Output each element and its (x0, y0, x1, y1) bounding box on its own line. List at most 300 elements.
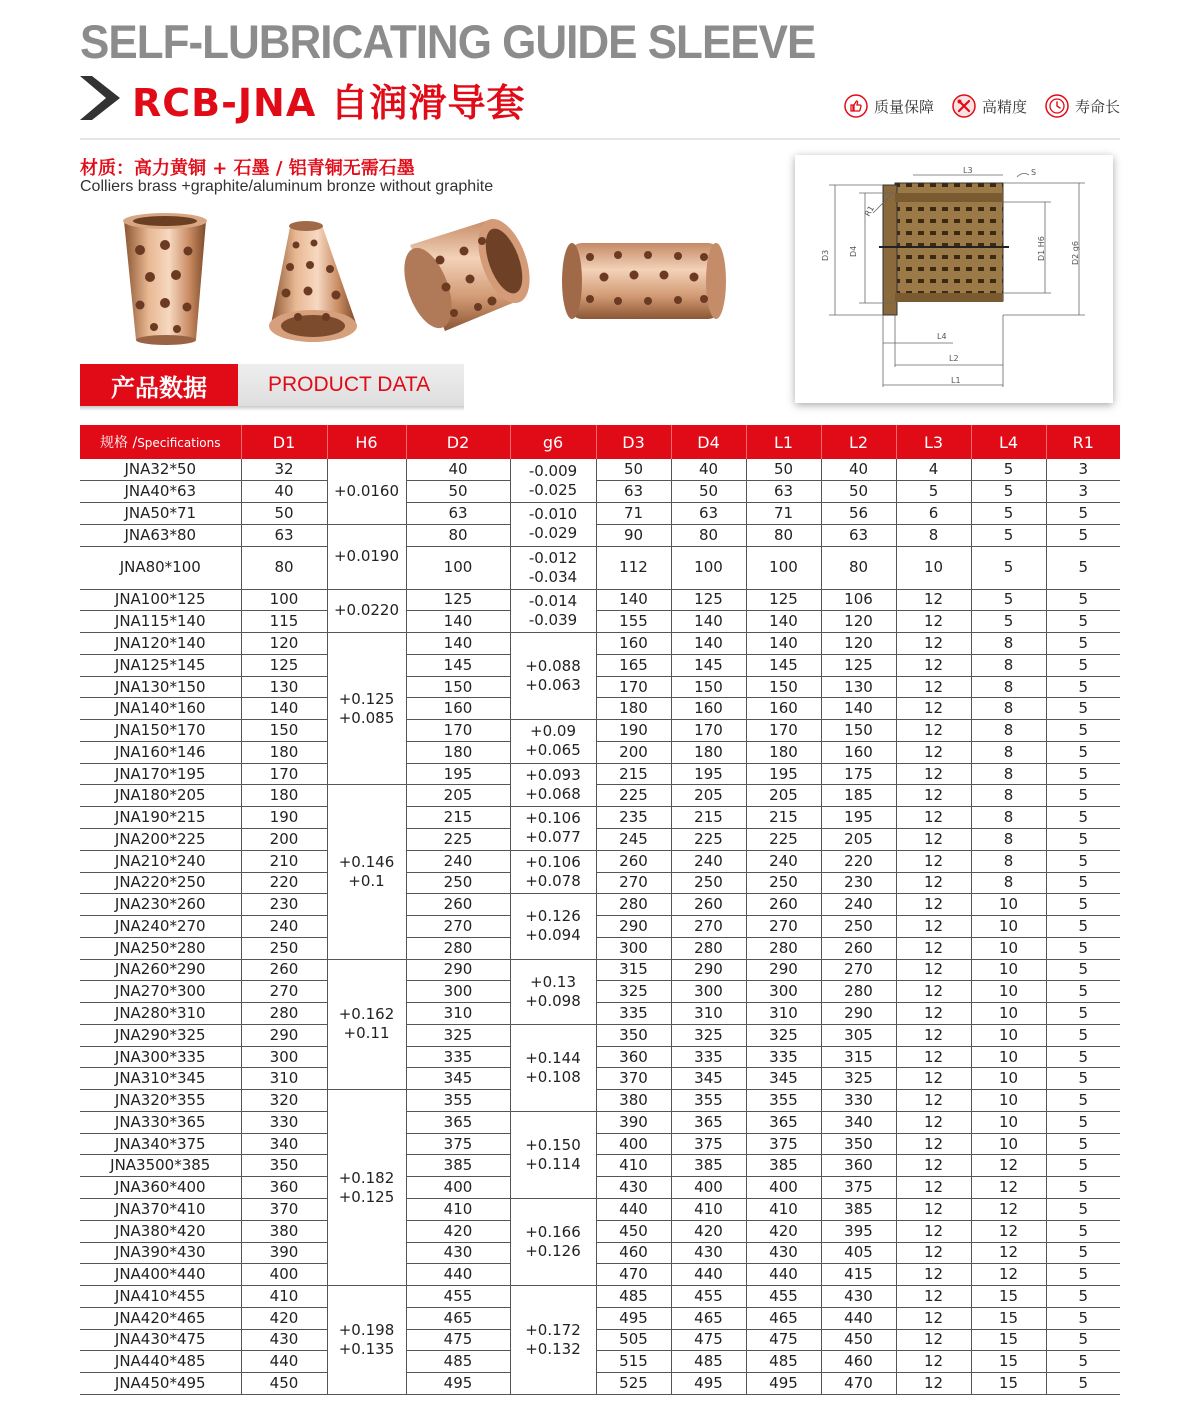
cell-d1: 100 (241, 589, 327, 611)
cell-d2: 250 (406, 872, 510, 894)
cell-d3: 370 (596, 1068, 671, 1090)
cell-l3: 12 (896, 1220, 971, 1242)
cell-d4: 205 (671, 785, 746, 807)
cell-d3: 315 (596, 959, 671, 981)
cell-d4: 465 (671, 1307, 746, 1329)
cell-r1: 5 (1046, 611, 1120, 633)
cell-spec: JNA63*80 (80, 524, 241, 546)
cell-d2: 145 (406, 654, 510, 676)
drawing-svg (795, 155, 1113, 403)
cell-l4: 10 (971, 1068, 1046, 1090)
table-row (80, 1046, 1120, 1068)
table-row (80, 524, 1120, 546)
cell-d3: 280 (596, 894, 671, 916)
cell-d1: 320 (241, 1090, 327, 1112)
cell-d4: 260 (671, 894, 746, 916)
dim-label-s: S (1031, 168, 1037, 177)
cell-d3: 50 (596, 459, 671, 481)
cell-l2: 260 (821, 937, 896, 959)
table-row (80, 589, 1120, 611)
cell-r1: 5 (1046, 1264, 1120, 1286)
cell-spec: JNA180*205 (80, 785, 241, 807)
cell-l2: 185 (821, 785, 896, 807)
cell-d2: 410 (406, 1199, 510, 1221)
cell-l1: 430 (746, 1242, 821, 1264)
cell-r1: 5 (1046, 524, 1120, 546)
cell-d2: 400 (406, 1177, 510, 1199)
cell-l3: 12 (896, 611, 971, 633)
cell-l3: 12 (896, 698, 971, 720)
table-row (80, 1111, 1120, 1133)
table-row (80, 894, 1120, 916)
cell-l4: 5 (971, 524, 1046, 546)
cell-d4: 475 (671, 1329, 746, 1351)
cell-d4: 280 (671, 937, 746, 959)
cell-d1: 50 (241, 503, 327, 525)
table-row (80, 807, 1120, 829)
cell-l3: 12 (896, 959, 971, 981)
cell-l4: 10 (971, 1111, 1046, 1133)
cell-l4: 12 (971, 1155, 1046, 1177)
feature-label: 高精度 (981, 97, 1027, 116)
cell-spec: JNA210*240 (80, 850, 241, 872)
cell-g6-tolerance: -0.012 -0.034 (510, 546, 596, 589)
cell-l1: 385 (746, 1155, 821, 1177)
feature-lifetime (1045, 94, 1120, 118)
cell-r1: 5 (1046, 676, 1120, 698)
cell-d4: 355 (671, 1090, 746, 1112)
cell-l3: 4 (896, 459, 971, 481)
cell-spec: JNA140*160 (80, 698, 241, 720)
cell-d3: 290 (596, 916, 671, 938)
cell-d4: 160 (671, 698, 746, 720)
col-header-spec: 规格 /Specifications (80, 425, 241, 459)
cell-l4: 5 (971, 459, 1046, 481)
cell-l2: 375 (821, 1177, 896, 1199)
table-row (80, 981, 1120, 1003)
cell-d3: 112 (596, 546, 671, 589)
cell-d2: 180 (406, 741, 510, 763)
cell-r1: 5 (1046, 763, 1120, 785)
cell-l1: 125 (746, 589, 821, 611)
cell-d1: 300 (241, 1046, 327, 1068)
cell-d1: 180 (241, 785, 327, 807)
cell-g6-tolerance: -0.014 -0.039 (510, 589, 596, 633)
cell-d2: 63 (406, 503, 510, 525)
cell-d1: 32 (241, 459, 327, 481)
cell-l4: 8 (971, 720, 1046, 742)
cell-spec: JNA50*71 (80, 503, 241, 525)
cell-spec: JNA260*290 (80, 959, 241, 981)
table-row (80, 872, 1120, 894)
cell-d1: 190 (241, 807, 327, 829)
table-row (80, 785, 1120, 807)
cell-spec: JNA330*365 (80, 1111, 241, 1133)
sleeve-photo-angled (395, 212, 540, 334)
table-row (80, 1264, 1120, 1286)
cell-g6-tolerance: +0.144 +0.108 (510, 1024, 596, 1111)
cell-d2: 215 (406, 807, 510, 829)
cell-l2: 63 (821, 524, 896, 546)
cell-r1: 5 (1046, 807, 1120, 829)
cell-l2: 220 (821, 850, 896, 872)
cell-r1: 5 (1046, 503, 1120, 525)
cell-l4: 12 (971, 1242, 1046, 1264)
table-row (80, 763, 1120, 785)
cell-r1: 5 (1046, 1177, 1120, 1199)
cell-d1: 410 (241, 1286, 327, 1308)
cell-g6-tolerance: +0.09 +0.065 (510, 720, 596, 764)
cell-l2: 385 (821, 1199, 896, 1221)
cell-l1: 410 (746, 1199, 821, 1221)
cell-l1: 145 (746, 654, 821, 676)
cell-d2: 260 (406, 894, 510, 916)
table-row (80, 1177, 1120, 1199)
cell-l2: 405 (821, 1242, 896, 1264)
cell-l1: 345 (746, 1068, 821, 1090)
cell-d2: 365 (406, 1111, 510, 1133)
cell-d4: 140 (671, 633, 746, 655)
cell-l2: 270 (821, 959, 896, 981)
cell-d2: 495 (406, 1373, 510, 1395)
cell-d2: 140 (406, 633, 510, 655)
cell-h6-tolerance: +0.198 +0.135 (327, 1286, 406, 1395)
cell-d1: 120 (241, 633, 327, 655)
cell-l3: 12 (896, 850, 971, 872)
table-row (80, 698, 1120, 720)
cell-spec: JNA390*430 (80, 1242, 241, 1264)
sleeve-photo-flanged (123, 213, 207, 345)
cell-l1: 300 (746, 981, 821, 1003)
cell-l4: 15 (971, 1286, 1046, 1308)
cell-spec: JNA270*300 (80, 981, 241, 1003)
cell-spec: JNA190*215 (80, 807, 241, 829)
cell-l1: 325 (746, 1024, 821, 1046)
cell-spec: JNA160*146 (80, 741, 241, 763)
cell-d3: 180 (596, 698, 671, 720)
cell-d4: 250 (671, 872, 746, 894)
cell-l1: 140 (746, 611, 821, 633)
cell-spec: JNA80*100 (80, 546, 241, 589)
cell-l3: 12 (896, 1373, 971, 1395)
cell-d1: 340 (241, 1133, 327, 1155)
table-row (80, 1242, 1120, 1264)
cell-g6-tolerance: -0.010 -0.029 (510, 503, 596, 547)
cell-d2: 455 (406, 1286, 510, 1308)
cell-r1: 5 (1046, 546, 1120, 589)
cell-r1: 5 (1046, 1286, 1120, 1308)
material-cn: 材质：高力黄铜 + 石墨 / 铝青铜无需石墨 (80, 158, 415, 179)
cell-r1: 5 (1046, 1046, 1120, 1068)
cell-l3: 12 (896, 1351, 971, 1373)
cell-d1: 380 (241, 1220, 327, 1242)
dim-label-d3: D3 (821, 249, 830, 261)
cell-l4: 8 (971, 676, 1046, 698)
table-row (80, 1373, 1120, 1395)
cell-l1: 205 (746, 785, 821, 807)
cell-d4: 125 (671, 589, 746, 611)
cell-d3: 525 (596, 1373, 671, 1395)
table-row (80, 1329, 1120, 1351)
cell-l2: 80 (821, 546, 896, 589)
table-row (80, 1133, 1120, 1155)
cell-r1: 5 (1046, 698, 1120, 720)
cell-spec: JNA32*50 (80, 459, 241, 481)
cell-spec: JNA430*475 (80, 1329, 241, 1351)
cell-l3: 12 (896, 1286, 971, 1308)
cell-d1: 80 (241, 546, 327, 589)
cell-d1: 63 (241, 524, 327, 546)
cell-spec: JNA115*140 (80, 611, 241, 633)
cell-d3: 485 (596, 1286, 671, 1308)
cell-d3: 350 (596, 1024, 671, 1046)
cell-d4: 80 (671, 524, 746, 546)
cell-d1: 390 (241, 1242, 327, 1264)
cell-l4: 5 (971, 481, 1046, 503)
sleeve-photo-tilted (269, 221, 357, 342)
cell-d1: 290 (241, 1024, 327, 1046)
cell-d1: 270 (241, 981, 327, 1003)
cell-d3: 200 (596, 741, 671, 763)
title-en: SELF-LUBRICATING GUIDE SLEEVE (80, 16, 816, 69)
table-row (80, 1024, 1120, 1046)
chevron-right-icon (80, 76, 120, 120)
cell-d3: 505 (596, 1329, 671, 1351)
cell-l4: 8 (971, 850, 1046, 872)
cell-spec: JNA420*465 (80, 1307, 241, 1329)
cell-d1: 170 (241, 763, 327, 785)
cell-l1: 465 (746, 1307, 821, 1329)
cell-l3: 5 (896, 481, 971, 503)
table-row (80, 481, 1120, 503)
cell-d4: 40 (671, 459, 746, 481)
cell-g6-tolerance: +0.106 +0.078 (510, 850, 596, 894)
cell-d4: 180 (671, 741, 746, 763)
cell-l1: 455 (746, 1286, 821, 1308)
table-row (80, 1286, 1120, 1308)
technical-drawing (795, 155, 1113, 403)
cell-spec: JNA250*280 (80, 937, 241, 959)
cell-l4: 15 (971, 1307, 1046, 1329)
col-header-g6: g6 (510, 425, 596, 459)
cell-d2: 465 (406, 1307, 510, 1329)
cell-l1: 240 (746, 850, 821, 872)
col-header-l2: L2 (821, 425, 896, 459)
cell-spec: JNA130*150 (80, 676, 241, 698)
cell-d4: 325 (671, 1024, 746, 1046)
cell-d1: 180 (241, 741, 327, 763)
cell-l1: 160 (746, 698, 821, 720)
cell-spec: JNA220*250 (80, 872, 241, 894)
cell-l2: 240 (821, 894, 896, 916)
cell-l3: 12 (896, 981, 971, 1003)
sleeve-photo-horizontal (562, 243, 726, 319)
cell-l3: 12 (896, 741, 971, 763)
table-row (80, 959, 1120, 981)
cell-l3: 12 (896, 937, 971, 959)
section-title-cn: 产品数据 (80, 364, 238, 406)
col-header-d3: D3 (596, 425, 671, 459)
cell-r1: 5 (1046, 654, 1120, 676)
cell-d4: 345 (671, 1068, 746, 1090)
cell-l3: 12 (896, 633, 971, 655)
cell-d2: 270 (406, 916, 510, 938)
cell-d2: 170 (406, 720, 510, 742)
cell-l3: 12 (896, 1307, 971, 1329)
table-row (80, 1155, 1120, 1177)
cell-d4: 145 (671, 654, 746, 676)
cell-d4: 335 (671, 1046, 746, 1068)
cell-l4: 5 (971, 589, 1046, 611)
cell-r1: 5 (1046, 1133, 1120, 1155)
cell-d1: 115 (241, 611, 327, 633)
cell-l2: 120 (821, 633, 896, 655)
cell-d3: 235 (596, 807, 671, 829)
cell-l4: 8 (971, 741, 1046, 763)
table-header-row (80, 425, 1120, 459)
cell-r1: 5 (1046, 1199, 1120, 1221)
cell-d2: 40 (406, 459, 510, 481)
cell-r1: 5 (1046, 1111, 1120, 1133)
table-row (80, 937, 1120, 959)
tab-shadow (80, 406, 464, 411)
cell-r1: 5 (1046, 850, 1120, 872)
cell-d2: 160 (406, 698, 510, 720)
dim-label-l4: L4 (937, 332, 947, 341)
cell-l1: 270 (746, 916, 821, 938)
cell-g6-tolerance: +0.126 +0.094 (510, 894, 596, 959)
cell-l3: 8 (896, 524, 971, 546)
cell-l2: 330 (821, 1090, 896, 1112)
table-body (80, 459, 1120, 1394)
cell-r1: 5 (1046, 916, 1120, 938)
cell-r1: 5 (1046, 1307, 1120, 1329)
cell-d2: 225 (406, 828, 510, 850)
cell-spec: JNA290*325 (80, 1024, 241, 1046)
col-header-l1: L1 (746, 425, 821, 459)
cell-l1: 180 (746, 741, 821, 763)
dim-label-d2: D2 g6 (1071, 241, 1080, 265)
table-row (80, 1307, 1120, 1329)
feature-quality (844, 94, 934, 118)
cell-l1: 50 (746, 459, 821, 481)
cell-d3: 440 (596, 1199, 671, 1221)
cell-l1: 310 (746, 1003, 821, 1025)
cell-r1: 5 (1046, 1155, 1120, 1177)
cell-l3: 12 (896, 589, 971, 611)
cell-r1: 5 (1046, 589, 1120, 611)
cell-d2: 310 (406, 1003, 510, 1025)
table-row (80, 611, 1120, 633)
clock-icon (1045, 94, 1069, 118)
cell-l3: 12 (896, 1133, 971, 1155)
cell-h6-tolerance: +0.0190 (327, 524, 406, 589)
dim-label-l3: L3 (963, 166, 973, 175)
cell-d1: 450 (241, 1373, 327, 1395)
table-row (80, 459, 1120, 481)
cell-spec: JNA450*495 (80, 1373, 241, 1395)
cell-l4: 15 (971, 1351, 1046, 1373)
cell-d4: 270 (671, 916, 746, 938)
cell-d2: 345 (406, 1068, 510, 1090)
cell-g6-tolerance: +0.150 +0.114 (510, 1111, 596, 1198)
cell-d1: 310 (241, 1068, 327, 1090)
cell-d1: 220 (241, 872, 327, 894)
cell-d3: 160 (596, 633, 671, 655)
cell-l2: 440 (821, 1307, 896, 1329)
cell-l1: 140 (746, 633, 821, 655)
cell-h6-tolerance: +0.182 +0.125 (327, 1090, 406, 1286)
cell-d1: 210 (241, 850, 327, 872)
cell-d2: 300 (406, 981, 510, 1003)
cell-l2: 350 (821, 1133, 896, 1155)
cell-l1: 80 (746, 524, 821, 546)
material-en: Colliers brass +graphite/aluminum bronze without graphite (80, 178, 494, 195)
cell-spec: JNA310*345 (80, 1068, 241, 1090)
col-header-d1: D1 (241, 425, 327, 459)
cell-l1: 280 (746, 937, 821, 959)
cell-l2: 175 (821, 763, 896, 785)
cell-spec: JNA125*145 (80, 654, 241, 676)
col-header-l4: L4 (971, 425, 1046, 459)
cell-d3: 470 (596, 1264, 671, 1286)
cell-l2: 325 (821, 1068, 896, 1090)
cell-l3: 12 (896, 785, 971, 807)
cell-r1: 5 (1046, 785, 1120, 807)
cell-r1: 5 (1046, 1329, 1120, 1351)
cell-d3: 360 (596, 1046, 671, 1068)
cell-l3: 12 (896, 1242, 971, 1264)
cell-l4: 10 (971, 894, 1046, 916)
cell-d3: 410 (596, 1155, 671, 1177)
table-row (80, 828, 1120, 850)
table-row (80, 1003, 1120, 1025)
cell-d4: 225 (671, 828, 746, 850)
cell-l2: 290 (821, 1003, 896, 1025)
cell-d3: 165 (596, 654, 671, 676)
cell-l3: 12 (896, 1199, 971, 1221)
table-row (80, 916, 1120, 938)
table-row (80, 633, 1120, 655)
cell-d3: 225 (596, 785, 671, 807)
cell-g6-tolerance: +0.093 +0.068 (510, 763, 596, 807)
cell-d2: 240 (406, 850, 510, 872)
cell-l3: 12 (896, 1155, 971, 1177)
cell-l4: 15 (971, 1373, 1046, 1395)
cell-d1: 240 (241, 916, 327, 938)
cell-l2: 470 (821, 1373, 896, 1395)
cell-d3: 430 (596, 1177, 671, 1199)
cell-r1: 3 (1046, 481, 1120, 503)
cell-h6-tolerance: +0.162 +0.11 (327, 959, 406, 1090)
cell-l2: 140 (821, 698, 896, 720)
cell-d2: 140 (406, 611, 510, 633)
cell-l2: 415 (821, 1264, 896, 1286)
cell-d1: 420 (241, 1307, 327, 1329)
table-row (80, 1220, 1120, 1242)
cell-l4: 5 (971, 611, 1046, 633)
cell-d2: 385 (406, 1155, 510, 1177)
cell-d2: 125 (406, 589, 510, 611)
cell-d4: 485 (671, 1351, 746, 1373)
cell-spec: JNA240*270 (80, 916, 241, 938)
table-row (80, 546, 1120, 589)
divider (80, 138, 1120, 140)
cell-d1: 370 (241, 1199, 327, 1221)
cell-d1: 350 (241, 1155, 327, 1177)
cell-l2: 56 (821, 503, 896, 525)
col-header-d4: D4 (671, 425, 746, 459)
